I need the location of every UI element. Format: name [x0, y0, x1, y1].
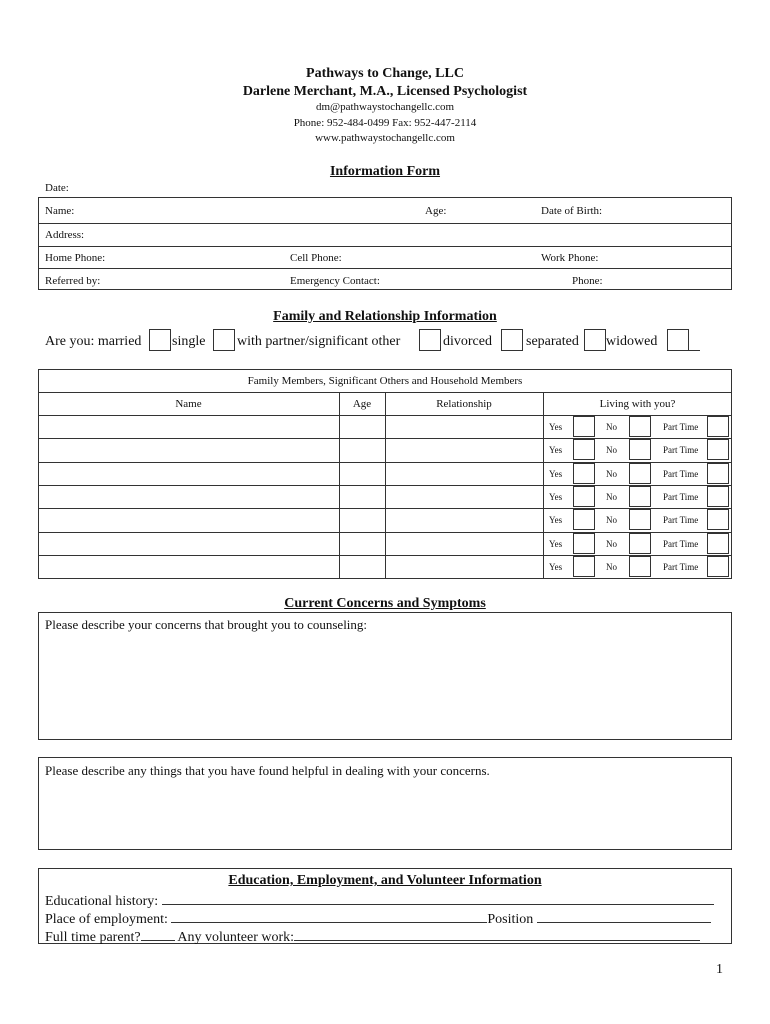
part-time-checkbox[interactable]	[707, 556, 729, 577]
part-time-label: Part Time	[663, 562, 699, 572]
employment-label: Place of employment:	[45, 912, 168, 927]
no-checkbox[interactable]	[629, 463, 651, 484]
no-label: No	[606, 562, 617, 572]
yes-checkbox[interactable]	[573, 416, 595, 437]
position-label: Position	[487, 912, 534, 927]
widowed-checkbox[interactable]	[667, 329, 689, 351]
member-age-cell[interactable]	[339, 485, 385, 508]
member-relationship-cell[interactable]	[385, 532, 543, 555]
no-label: No	[606, 422, 617, 432]
cell-phone-label: Cell Phone:	[290, 252, 342, 264]
col-age-header: Age	[352, 398, 372, 410]
dob-label: Date of Birth:	[541, 205, 603, 217]
no-checkbox[interactable]	[629, 416, 651, 437]
partner-checkbox[interactable]	[419, 329, 441, 351]
concerns-section-title: Current Concerns and Symptoms	[284, 596, 486, 611]
divorced-label: divorced	[443, 334, 492, 349]
member-relationship-cell[interactable]	[385, 438, 543, 461]
yes-label: Yes	[549, 515, 563, 525]
info-table	[38, 197, 732, 290]
col-relationship-header: Relationship	[436, 398, 492, 410]
full-time-parent-field[interactable]	[141, 926, 175, 941]
no-checkbox[interactable]	[629, 533, 651, 554]
member-name-cell[interactable]	[38, 532, 339, 555]
member-relationship-cell[interactable]	[385, 555, 543, 578]
separated-checkbox[interactable]	[584, 329, 606, 351]
yes-checkbox[interactable]	[573, 439, 595, 460]
part-time-label: Part Time	[663, 469, 699, 479]
part-time-checkbox[interactable]	[707, 486, 729, 507]
volunteer-label: Any volunteer work:	[177, 930, 295, 945]
member-age-cell[interactable]	[339, 508, 385, 531]
table-row	[38, 462, 732, 485]
part-time-checkbox[interactable]	[707, 533, 729, 554]
member-name-cell[interactable]	[38, 508, 339, 531]
form-title: Information Form	[329, 164, 441, 179]
yes-label: Yes	[549, 539, 563, 549]
part-time-label: Part Time	[663, 539, 699, 549]
no-label: No	[606, 539, 617, 549]
member-age-cell[interactable]	[339, 415, 385, 438]
member-relationship-cell[interactable]	[385, 508, 543, 531]
no-checkbox[interactable]	[629, 556, 651, 577]
yes-checkbox[interactable]	[573, 533, 595, 554]
home-phone-label: Home Phone:	[45, 252, 106, 264]
single-checkbox[interactable]	[213, 329, 235, 351]
contact-website: www.pathwaystochangellc.com	[315, 132, 455, 144]
widowed-label: widowed	[606, 334, 658, 349]
yes-label: Yes	[549, 562, 563, 572]
education-section-title: Education, Employment, and Volunteer Information	[228, 873, 542, 888]
position-field[interactable]	[537, 908, 711, 923]
part-time-label: Part Time	[663, 492, 699, 502]
table-row	[38, 485, 732, 508]
emergency-contact-label: Emergency Contact:	[290, 275, 380, 287]
contact-phones: Phone: 952-484-0499 Fax: 952-447-2114	[293, 117, 477, 129]
member-name-cell[interactable]	[38, 485, 339, 508]
married-checkbox[interactable]	[149, 329, 171, 351]
separated-label: separated	[526, 334, 579, 349]
educational-history-row	[45, 890, 714, 910]
col-living-header: Living with you?	[599, 398, 676, 410]
part-time-label: Part Time	[663, 422, 699, 432]
part-time-label: Part Time	[663, 515, 699, 525]
divorced-checkbox[interactable]	[501, 329, 523, 351]
concerns-question: Please describe your concerns that brought you to counseling:	[45, 617, 368, 632]
member-relationship-cell[interactable]	[385, 485, 543, 508]
part-time-checkbox[interactable]	[707, 463, 729, 484]
no-label: No	[606, 469, 617, 479]
page-number: 1	[716, 962, 723, 977]
address-label: Address:	[45, 229, 85, 241]
yes-label: Yes	[549, 469, 563, 479]
helpful-question: Please describe any things that you have found helpful in dealing with your concerns.	[45, 763, 490, 778]
part-time-checkbox[interactable]	[707, 509, 729, 530]
member-name-cell[interactable]	[38, 415, 339, 438]
family-section-title: Family and Relationship Information	[273, 309, 497, 324]
date-label: Date:	[45, 182, 69, 194]
part-time-label: Part Time	[663, 445, 699, 455]
member-relationship-cell[interactable]	[385, 462, 543, 485]
table-row	[38, 508, 732, 531]
no-label: No	[606, 515, 617, 525]
referred-by-label: Referred by:	[45, 275, 101, 287]
employment-field[interactable]	[171, 908, 487, 923]
no-checkbox[interactable]	[629, 439, 651, 460]
table-row	[38, 532, 732, 555]
no-checkbox[interactable]	[629, 509, 651, 530]
educational-history-field[interactable]	[162, 890, 714, 905]
no-label: No	[606, 445, 617, 455]
partner-label: with partner/significant other	[237, 334, 401, 349]
yes-label: Yes	[549, 445, 563, 455]
contact-email: dm@pathwaystochangellc.com	[315, 101, 455, 113]
table-row	[38, 555, 732, 578]
work-phone-label: Work Phone:	[541, 252, 599, 264]
members-table-title: Family Members, Significant Others and Household Members	[247, 375, 523, 387]
yes-checkbox[interactable]	[573, 463, 595, 484]
married-label: Are you: married	[45, 334, 142, 349]
name-label: Name:	[45, 205, 75, 217]
table-row	[38, 415, 732, 438]
marital-status-row	[45, 334, 141, 350]
col-name-header: Name	[175, 398, 202, 410]
table-row	[38, 438, 732, 461]
member-age-cell[interactable]	[339, 532, 385, 555]
educational-history-label: Educational history:	[45, 894, 159, 909]
single-label: single	[172, 334, 206, 349]
psychologist-name: Darlene Merchant, M.A., Licensed Psychologist	[242, 84, 528, 99]
parent-volunteer-row	[45, 926, 700, 946]
yes-checkbox[interactable]	[573, 509, 595, 530]
member-name-cell[interactable]	[38, 438, 339, 461]
member-age-cell[interactable]	[339, 462, 385, 485]
phone-label: Phone:	[572, 275, 603, 287]
org-name: Pathways to Change, LLC	[306, 66, 464, 81]
member-age-cell[interactable]	[339, 438, 385, 461]
yes-checkbox[interactable]	[573, 486, 595, 507]
volunteer-field[interactable]	[294, 926, 700, 941]
yes-checkbox[interactable]	[573, 556, 595, 577]
no-checkbox[interactable]	[629, 486, 651, 507]
yes-label: Yes	[549, 492, 563, 502]
age-label: Age:	[425, 205, 447, 217]
part-time-checkbox[interactable]	[707, 416, 729, 437]
no-label: No	[606, 492, 617, 502]
part-time-checkbox[interactable]	[707, 439, 729, 460]
member-name-cell[interactable]	[38, 462, 339, 485]
member-name-cell[interactable]	[38, 555, 339, 578]
employment-row	[45, 908, 711, 928]
member-relationship-cell[interactable]	[385, 415, 543, 438]
member-age-cell[interactable]	[339, 555, 385, 578]
yes-label: Yes	[549, 422, 563, 432]
full-time-parent-label: Full time parent?	[45, 930, 141, 945]
